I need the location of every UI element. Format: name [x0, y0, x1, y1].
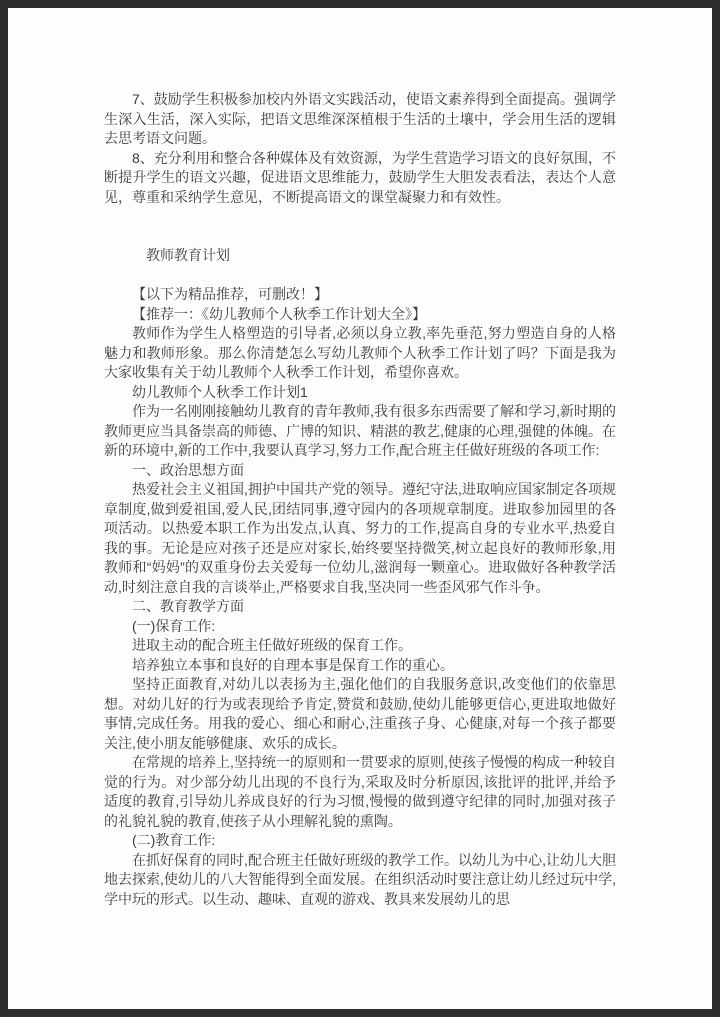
paragraph: 进取主动的配合班主任做好班级的保育工作。: [132, 637, 412, 653]
blank-line: [104, 207, 616, 227]
section-title: 教师教育计划: [146, 247, 230, 263]
blank-line: [104, 227, 616, 247]
paragraph: 教师作为学生人格塑造的引导者,必须以身立教,率先垂范,努力塑造自身的人格魅力和教师形象。那么你清楚怎么写幼儿教师个人秋季工作计划了吗？下面是我为大家收集有关于幼儿教师个人秋季工作计划，希望你喜欢。: [104, 325, 616, 380]
list-heading: 一、政治思想方面: [132, 461, 244, 478]
list-heading: 二、教育教学方面: [132, 598, 244, 614]
paragraph: 热爱社会主义祖国,拥护中国共产党的领导。遵纪守法,进取响应国家制定各项规章制度,做到爱祖国,爱人民,团结同事,遵守园内的各项规章制度。进取参加园里的各项活动。以热爱本职工作为出发点,认真、努力的工作,提高自身的专业水平,热爱自我的事。无论是应对孩子还是应对家长,始终要坚持微笑,树立起良好的教师形象,用教师和“妈妈”的双重身份去关爱每一位幼儿,滋润每一颗童心。进取做好各种教学活动,时刻注意自我的言谈举止,严格要求自我,坚决同一些歪风邪气作斗争。: [104, 481, 616, 595]
paragraph: 培养独立本事和良好的自理本事是保育工作的重心。: [132, 656, 454, 673]
paragraph: 作为一名刚刚接触幼儿教育的青年教师,我有很多东西需要了解和学习,新时期的教师更应当具备崇高的师德、广博的知识、精湛的教艺,健康的心理,强健的体魄。在新的环境中,新的工作中,我要认真学习,努力工作,配合班主任做好班级的各项工作:: [104, 403, 616, 458]
paragraph: 8、充分利用和整合各种媒体及有效资源，为学生营造学习语文的良好氛围，不断提升学生的语文兴趣，促进语文思维能力，鼓励学生大胆发表看法，表达个人意见，尊重和采纳学生意见，不断提高语文的课堂凝聚力和有效性。: [104, 149, 616, 205]
list-subheading: (二)教育工作:: [132, 832, 216, 848]
paragraph: 在常规的培养上,坚持统一的原则和一贯要求的原则,使孩子慢慢的构成一种较自觉的行为。对少部分幼儿出现的不良行为,采取及时分析原因,该批评的批评,并给予适度的教育,引导幼儿养成良好的行为习惯,慢慢的做到遵守纪律的同时,加强对孩子的礼貌礼貌的教育,使孩子从小理解礼貌的熏陶。: [104, 754, 616, 829]
list-subheading: (一)保育工作:: [132, 617, 216, 634]
paragraph: 坚持正面教育,对幼儿以表扬为主,强化他们的自我服务意识,改变他们的依靠思想。对幼儿好的行为或表现给予肯定,赞赏和鼓励,使幼儿能够更信心,更进取地做好事情,完成任务。用我的爱心、细心和耐心,注重孩子身、心健康,对每一个孩子都要关注,使小朋友能够健康、欢乐的成长。: [104, 676, 616, 751]
subsection-title: 幼儿教师个人秋季工作计划1: [132, 383, 308, 400]
recommendation-line: 【推荐一：《幼儿教师个人秋季工作计划大全》】: [132, 305, 426, 322]
document-content: [104, 90, 616, 909]
paragraph: 在抓好保育的同时,配合班主任做好班级的教学工作。以幼儿为中心,让幼儿大胆地去探索,使幼儿的八大智能得到全面发展。在组织活动时要注意让幼儿经过玩中学,学中玩的形式。以生动、趣味、直观的游戏、教具来发展幼儿的思: [104, 851, 616, 907]
document-page: [8, 8, 712, 1009]
note-line: 【以下为精品推荐，可删改！】: [132, 286, 328, 302]
blank-line: [104, 266, 616, 286]
paragraph: 7、鼓励学生积极参加校内外语文实践活动，使语文素养得到全面提高。强调学生深入生活，深入实际，把语文思维深深植根于生活的土壤中，学会用生活的逻辑去思考语文问题。: [104, 91, 616, 146]
